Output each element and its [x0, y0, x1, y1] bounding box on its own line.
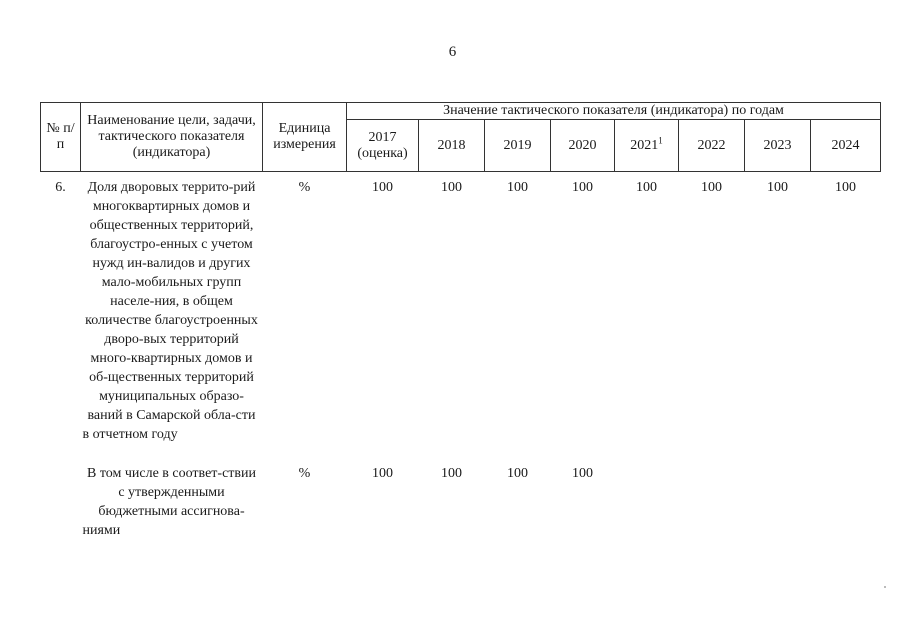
- row-value: 100: [701, 180, 722, 195]
- row-value: [811, 458, 881, 540]
- row-value: [679, 458, 745, 540]
- header-year-2023: [745, 120, 811, 172]
- year-label: 2020: [568, 137, 597, 153]
- year-label: 2018: [437, 137, 466, 153]
- header-year-2020: [551, 120, 615, 172]
- row-value: 100: [507, 466, 528, 481]
- row-value: 100: [572, 466, 593, 481]
- row-value: [745, 458, 811, 540]
- row-number: [41, 458, 81, 540]
- table-row: [41, 172, 881, 445]
- row-value: 100: [572, 180, 593, 195]
- scan-speck: [884, 586, 886, 588]
- row-number: 6.: [55, 180, 66, 195]
- indicator-table: [40, 102, 881, 540]
- header-year-2017: [347, 120, 419, 172]
- row-value: 100: [441, 466, 462, 481]
- year-label: 2023: [763, 137, 792, 153]
- header-name: Наименование цели, задачи, тактического показателя (индикатора): [81, 103, 263, 172]
- header-year-2021: [615, 120, 679, 172]
- year-label: 2019: [503, 137, 532, 153]
- year-label: 2022: [697, 137, 726, 153]
- header-years-group: Значение тактического показателя (индикатора) по годам: [347, 103, 881, 120]
- year-label: 2021: [630, 137, 659, 153]
- row-value: 100: [767, 180, 788, 195]
- header-year-2022: [679, 120, 745, 172]
- header-year-2019: [485, 120, 551, 172]
- header-year-2018: [419, 120, 485, 172]
- year-footnote-mark: 1: [658, 134, 663, 145]
- header-unit: Единица измерения: [263, 103, 347, 172]
- year-note: (оценка): [357, 145, 408, 161]
- page-number: 6: [448, 44, 457, 60]
- row-unit: %: [298, 180, 311, 195]
- year-label: 2024: [831, 137, 860, 153]
- row-value: 100: [835, 180, 857, 195]
- row-name: В том числе в соответ-ствии с утвержденными бюджетными ассигнова-ниями: [82, 466, 257, 538]
- row-name: Доля дворовых террито-рий многоквартирных домов и общественных территорий, благоустро-енных с учетом нужд ин-валидов и других мало-мобильных групп населе-ния, в общем количестве благоустроенных дворо-вых территорий много-квартирных домов и об-щественных территорий муниципальных образо-ваний в Самарской обла-сти в отчетном году: [82, 180, 258, 442]
- year-label: 2017: [368, 129, 397, 145]
- row-value: [615, 458, 679, 540]
- header-year-2024: [811, 120, 881, 172]
- row-value: 100: [372, 180, 393, 195]
- row-unit: %: [298, 466, 311, 481]
- row-value: 100: [636, 180, 657, 195]
- table-row: [41, 458, 881, 540]
- row-value: 100: [441, 180, 462, 195]
- row-value: 100: [372, 466, 393, 481]
- row-value: 100: [507, 180, 528, 195]
- header-number: № п/п: [41, 103, 81, 172]
